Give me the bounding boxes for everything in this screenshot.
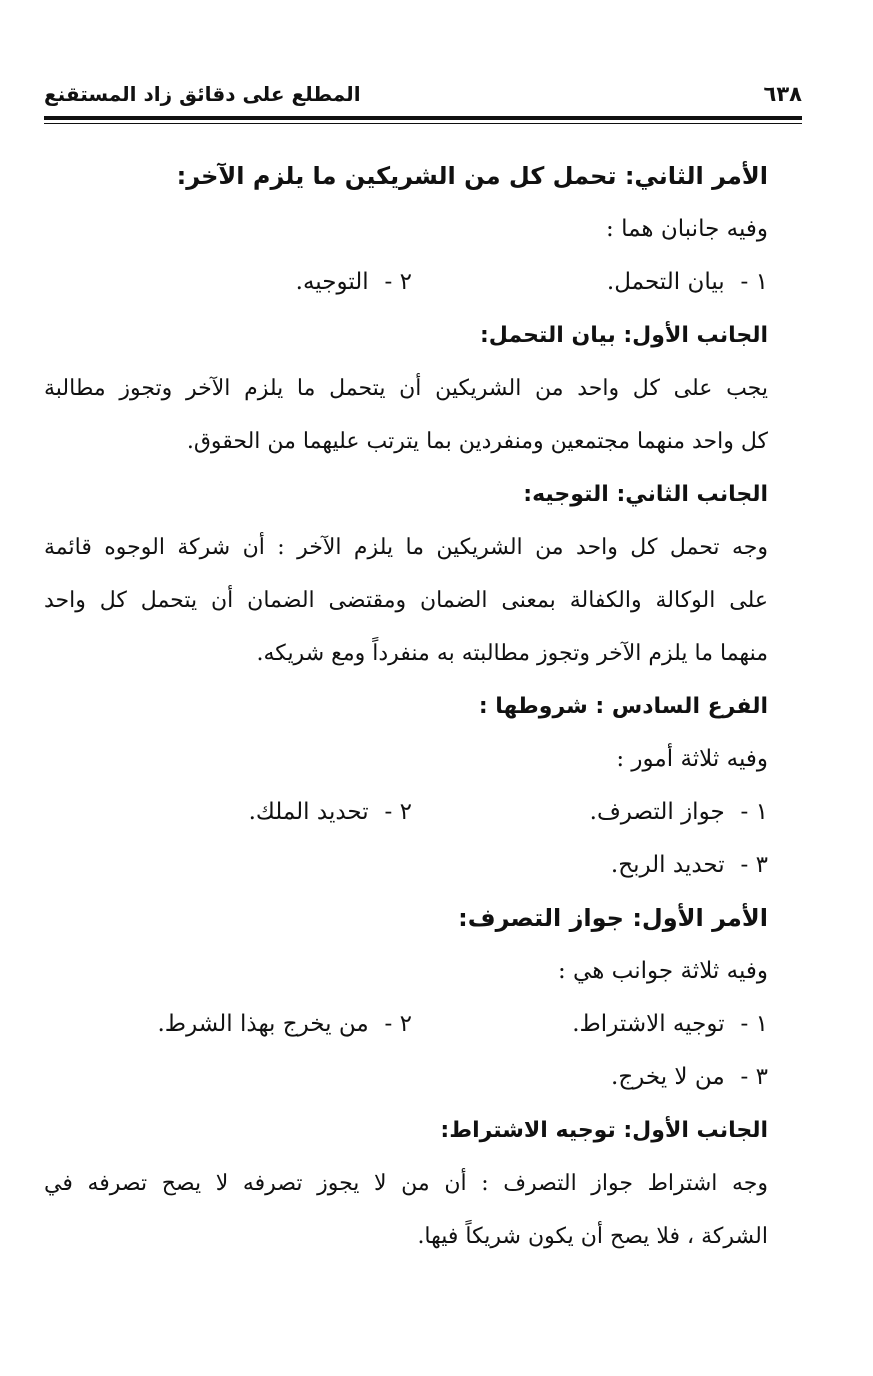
list-row	[44, 256, 768, 309]
section-heading: الأمر الأول: جواز التصرف:	[458, 904, 768, 932]
list-item-text: تحديد الملك.	[248, 799, 369, 825]
list-item	[44, 256, 412, 309]
list-item-text: من لا يخرج.	[611, 1064, 725, 1090]
list-item-text: من يخرج بهذا الشرط.	[157, 1011, 369, 1037]
list-item-text: تحديد الربح.	[610, 852, 725, 878]
list-item	[44, 1051, 768, 1104]
section-heading: الجانب الأول: توجيه الاشتراط:	[440, 1118, 768, 1143]
paragraph-line: منهما ما يلزم الآخر وتجوز مطالبته به منفرداً ومع شريكه.	[256, 641, 768, 666]
section-heading: الجانب الأول: بيان التحمل:	[479, 323, 768, 348]
header-rule	[44, 116, 802, 120]
list-item	[44, 839, 768, 892]
list-number: ٣ -	[740, 852, 768, 878]
list-item	[44, 998, 412, 1051]
list-item	[412, 998, 768, 1051]
paragraph-line: وجه تحمل كل واحد من الشريكين ما يلزم الآخر : أن شركة الوجوه قائمة	[44, 535, 768, 560]
header-rule-thin	[44, 123, 802, 124]
page-body	[44, 150, 768, 1263]
running-header	[44, 82, 802, 116]
list-item-text: توجيه الاشتراط.	[572, 1011, 725, 1037]
section-heading: الجانب الثاني: التوجيه:	[523, 482, 768, 507]
list-number: ٢ -	[384, 799, 412, 825]
book-title: المطلع على دقائق زاد المستقنع	[44, 82, 361, 106]
list-number: ١ -	[740, 1011, 768, 1037]
list-item	[44, 786, 412, 839]
list-number: ٢ -	[384, 1011, 412, 1037]
page-number: ٦٣٨	[763, 82, 802, 106]
list-item-text: التوجيه.	[295, 269, 369, 295]
list-item-text: جواز التصرف.	[589, 799, 725, 825]
list-number: ٣ -	[740, 1064, 768, 1090]
paragraph-line: وجه اشتراط جواز التصرف : أن من لا يجوز تصرفه لا يصح تصرفه في	[44, 1171, 768, 1196]
paragraph: وفيه ثلاثة جوانب هي :	[558, 958, 768, 984]
list-row	[44, 786, 768, 839]
list-item-text: بيان التحمل.	[606, 269, 725, 295]
list-row	[44, 998, 768, 1051]
list-number: ٢ -	[384, 269, 412, 295]
paragraph-line: كل واحد منهما مجتمعين ومنفردين بما يترتب عليهما من الحقوق.	[186, 429, 768, 454]
paragraph-line: يجب على كل واحد من الشريكين أن يتحمل ما يلزم الآخر وتجوز مطالبة	[44, 376, 768, 401]
paragraph: وفيه جانبان هما :	[606, 216, 768, 242]
list-item	[412, 256, 768, 309]
paragraph-line: الشركة ، فلا يصح أن يكون شريكاً فيها.	[417, 1224, 768, 1249]
section-heading: الأمر الثاني: تحمل كل من الشريكين ما يلزم الآخر:	[176, 162, 768, 190]
list-number: ١ -	[740, 269, 768, 295]
section-heading: الفرع السادس : شروطها :	[478, 694, 768, 719]
paragraph: وفيه ثلاثة أمور :	[616, 746, 768, 772]
list-number: ١ -	[740, 799, 768, 825]
list-item	[412, 786, 768, 839]
paragraph-line: على الوكالة والكفالة بمعنى الضمان ومقتضى الضمان أن يتحمل كل واحد	[44, 588, 768, 613]
